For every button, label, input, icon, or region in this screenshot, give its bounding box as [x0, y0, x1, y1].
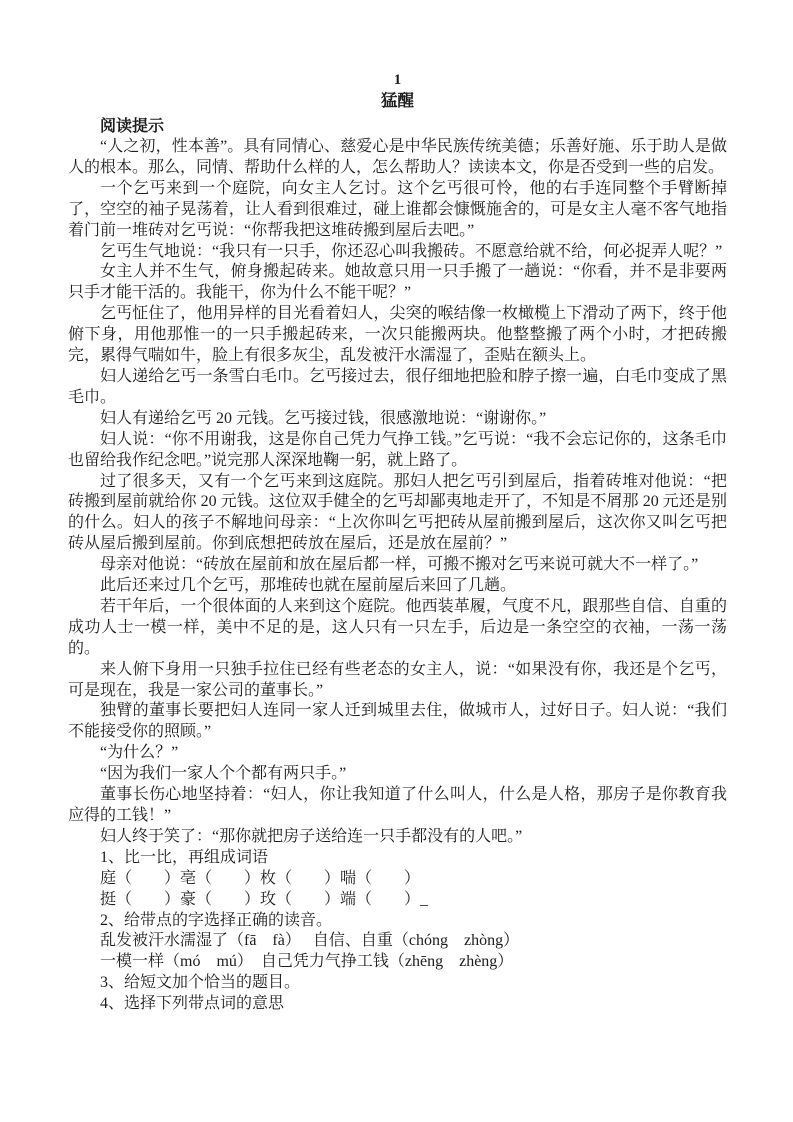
- pinyin-choice-row: 乱发被汗水濡湿了（fā fà） 自信、自重（chóng zhòng）: [100, 932, 520, 950]
- story-paragraph: 女主人并不生气，俯身搬起砖来。她故意只用一只手搬了一趟说：“你看，并不是非要两只手才能干活的。我能干，你为什么不能干呢？”: [68, 263, 727, 302]
- story-paragraph: 母亲对他说：“砖放在屋前和放在屋后都一样，可搬不搬对乞丐来说可就大不一样了。”: [100, 556, 699, 574]
- exercise-question-2: 2、给带点的字选择正确的读音。: [100, 911, 333, 929]
- story-paragraph: 若干年后，一个很体面的人来到这个庭院。他西装革履，气度不凡，跟那些自信、自重的成功人士一模一样，美中不足的是，这人只有一只左手，后边是一条空空的衣袖，一荡一荡的。: [68, 597, 727, 657]
- word-fill-row: 挺（ ）豪（ ）玫（ ）端（ ）_: [100, 890, 429, 908]
- story-paragraph: “为什么？”: [100, 744, 179, 762]
- exercise-section: [68, 848, 727, 1015]
- section-heading: 阅读提示: [100, 118, 165, 135]
- story-paragraph: 独臂的董事长要把妇人连同一家人迁到城里去住，做城市人，过好日子。妇人说：“我们不能接受你的照顾。”: [68, 702, 727, 741]
- story-body: [68, 179, 727, 848]
- story-paragraph: 过了很多天，又有一个乞丐来到这庭院。那妇人把乞丐引到屋后，指着砖堆对他说：“把砖搬到屋前就给你 20 元钱。这位双手健全的乞丐却鄙夷地走开了，不知是不屑那 20 元还是别的什么。妇人的孩子不解地问母亲：“上次你叫乞丐把砖从屋前搬到屋后，这次你又叫乞丐把砖从屋后搬到屋前。你到底想把砖放在屋后，还是放在屋前？”: [68, 472, 727, 553]
- page-title: 猛醒: [381, 91, 414, 110]
- word-fill-row: 庭（ ）亳（ ）枚（ ）喘（ ）: [100, 869, 421, 887]
- intro-paragraph: “人之初，性本善”。具有同情心、慈爱心是中华民族传统美德；乐善好施、乐于助人是做人的根本。那么，同情、帮助什么样的人，怎么帮助人？读读本文，你是否受到一些的启发。: [68, 138, 727, 176]
- story-paragraph: 乞丐怔住了，他用异样的目光看着妇人，尖突的喉结像一枚橄榄上下滑动了两下，终于他俯下身，用他那惟一的一只手搬起砖来，一次只能搬两块。他整整搬了两个小时，才把砖搬完，累得气喘如牛，脸上有很多灰尘，乱发被汗水濡湿了，歪贴在额头上。: [68, 305, 727, 365]
- story-paragraph: 乞丐生气地说：“我只有一只手，你还忍心叫我搬砖。不愿意给就不给，何必捉弄人呢？”: [100, 242, 723, 260]
- story-paragraph: 妇人递给乞丐一条雪白毛巾。乞丐接过去，很仔细地把脸和脖子擦一遍，白毛巾变成了黑毛巾。: [68, 367, 727, 406]
- page-number: 1: [393, 72, 402, 88]
- story-paragraph: 董事长伤心地坚持着：“妇人，你让我知道了什么叫人，什么是人格，那房子是你教育我应得的工钱！”: [68, 786, 727, 824]
- exercise-question-3: 3、给短文加个恰当的题目。: [100, 974, 301, 992]
- story-paragraph: 来人俯下身用一只独手拉住已经有些老态的女主人，说：“如果没有你，我还是个乞丐，可是现在，我是一家公司的董事长。”: [68, 660, 727, 699]
- story-paragraph: 妇人有递给乞丐 20 元钱。乞丐接过钱，很感激地说：“谢谢你。”: [100, 409, 547, 427]
- story-paragraph: “因为我们一家人个个都有两只手。”: [100, 765, 347, 783]
- exercise-question-4: 4、选择下列带点词的意思: [100, 995, 285, 1013]
- story-paragraph: 妇人说：“你不用谢我，这是你自己凭力气挣工钱。”乞丐说：“我不会忘记你的，这条毛巾也留给我作纪念吧。”说完那人深深地鞠一躬，就上路了。: [68, 430, 727, 469]
- exercise-question-1: 1、比一比，再组成词语: [100, 848, 269, 866]
- pinyin-choice-row: 一模一样（mó mú） 自己凭力气挣工钱（zhēng zhèng）: [100, 953, 514, 971]
- story-paragraph: 此后还来过几个乞丐，那堆砖也就在屋前屋后来回了几趟。: [100, 577, 517, 595]
- story-paragraph: 妇人终于笑了：“那你就把房子送给连一只手都没有的人吧。”: [100, 827, 523, 845]
- story-paragraph: 一个乞丐来到一个庭院，向女主人乞讨。这个乞丐很可怜，他的右手连同整个手臂断掉了，空空的袖子晃荡着，让人看到很难过，碰上谁都会慷慨施舍的，可是女主人毫不客气地指着门前一堆砖对乞丐说：“你帮我把这堆砖搬到屋后去吧。”: [68, 179, 727, 239]
